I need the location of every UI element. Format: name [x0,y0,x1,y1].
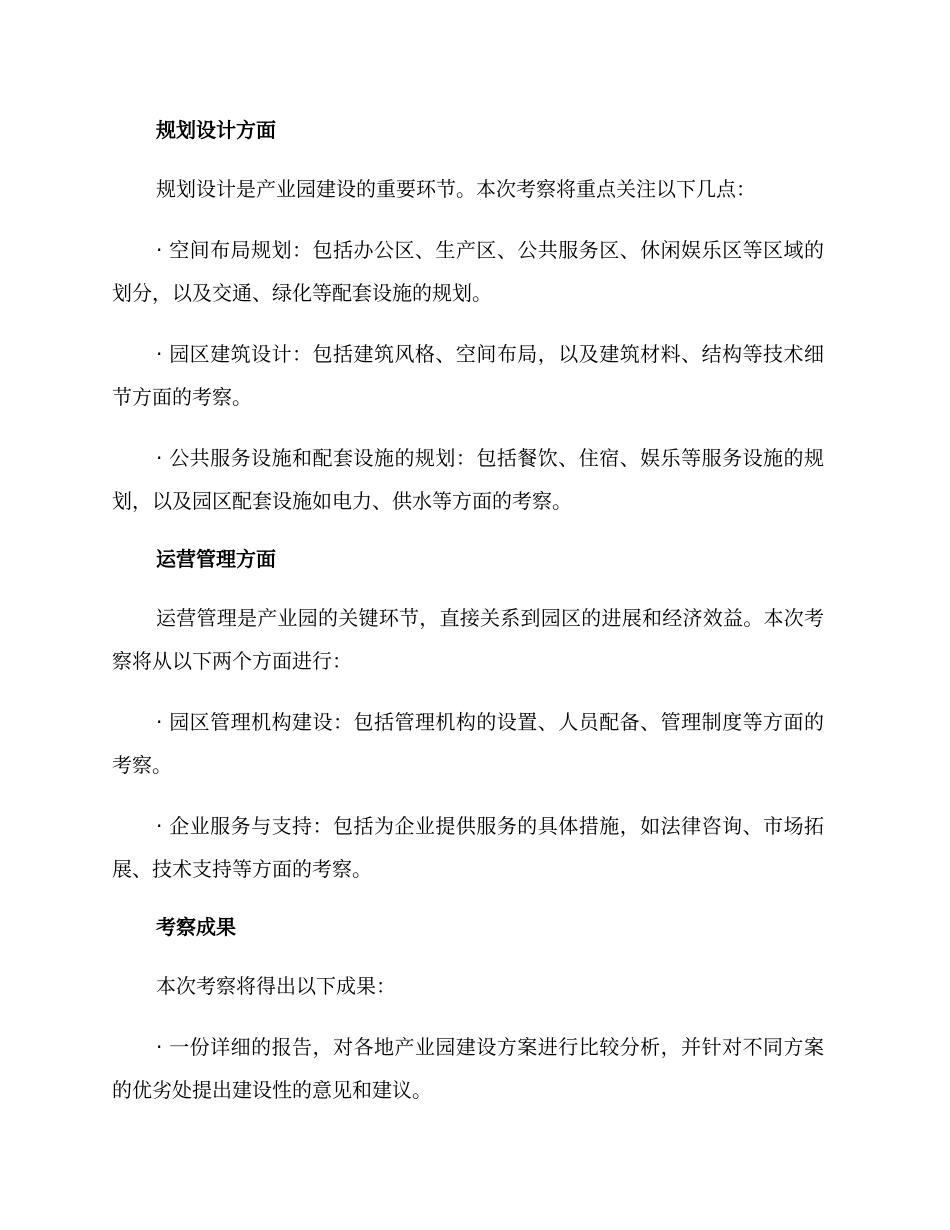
paragraph: 运营管理是产业园的关键环节，直接关系到园区的进展和经济效益。本次考察将从以下两个方面进行： [112,606,824,673]
section-operations-management [112,541,824,891]
bullet-paragraph: · 一份详细的报告，对各地产业园建设方案进行比较分析，并针对不同方案的优劣处提出建设性的意见和建议。 [112,1035,824,1102]
paragraph: 规划设计是产业园建设的重要环节。本次考察将重点关注以下几点： [156,177,756,201]
document-body [112,112,824,1130]
section-heading: 运营管理方面 [156,547,276,571]
bullet-paragraph: · 企业服务与支持：包括为企业提供服务的具体措施，如法律咨询、市场拓展、技术支持等方面的考察。 [112,814,824,881]
section-heading: 规划设计方面 [156,118,276,142]
bullet-paragraph: · 园区管理机构建设：包括管理机构的设置、人员配备、管理制度等方面的考察。 [112,710,824,777]
section-results [112,909,824,1112]
section-planning-design [112,112,824,523]
bullet-paragraph: · 园区建筑设计：包括建筑风格、空间布局，以及建筑材料、结构等技术细节方面的考察。 [112,342,824,409]
bullet-paragraph: · 空间布局规划：包括办公区、生产区、公共服务区、休闲娱乐区等区域的划分，以及交通、绿化等配套设施的规划。 [112,238,824,305]
paragraph: 本次考察将得出以下成果： [156,974,396,998]
bullet-paragraph: · 公共服务设施和配套设施的规划：包括餐饮、住宿、娱乐等服务设施的规划，以及园区配套设施如电力、供水等方面的考察。 [112,446,824,513]
section-heading: 考察成果 [156,915,236,939]
